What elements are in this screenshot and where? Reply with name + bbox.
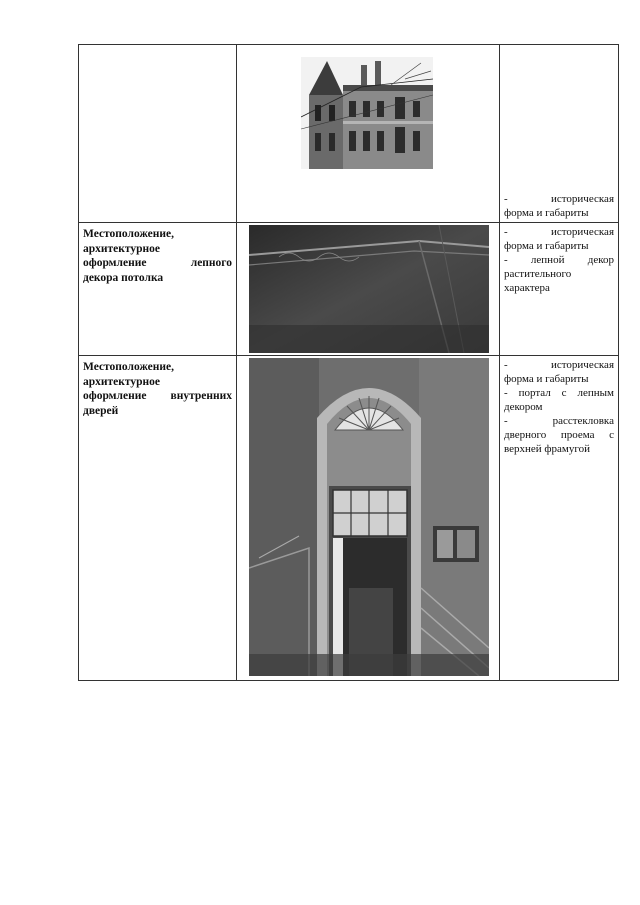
ceiling-photo <box>249 225 489 353</box>
feature-title <box>79 223 236 285</box>
title-line: архитектурное <box>83 375 161 388</box>
title-line: оформление внутренних <box>83 390 232 402</box>
feature-title-cell <box>79 223 237 356</box>
properties-list <box>500 356 618 456</box>
title-line: Местоположение, <box>83 361 174 373</box>
properties-cell-ceiling <box>500 223 619 356</box>
property-line: декором <box>504 401 543 413</box>
title-line: декора потолка <box>83 271 164 284</box>
property-line: характера <box>504 282 550 294</box>
title-line: оформление лепного <box>83 257 232 269</box>
property-line: форма и габариты <box>504 207 589 219</box>
title-line: дверей <box>83 404 119 417</box>
feature-title-cell-empty <box>79 45 237 223</box>
properties-cell-door <box>500 356 619 681</box>
table-row-ceiling <box>79 223 619 356</box>
properties-list <box>500 190 618 220</box>
property-item <box>504 225 614 253</box>
property-line: форма и габариты <box>504 240 589 252</box>
table-row-door <box>79 356 619 681</box>
property-item <box>504 358 614 386</box>
property-line: - историческая <box>504 226 614 238</box>
property-line: - портал с лепным <box>504 387 614 399</box>
property-line: - расстекловка <box>504 415 614 427</box>
property-line: - историческая <box>504 359 614 371</box>
interior-door-photo <box>249 358 489 676</box>
title-line: Местоположение, <box>83 228 174 240</box>
title-line: архитектурное <box>83 242 161 255</box>
property-line: - лепной декор <box>504 254 614 266</box>
photo-cell-door <box>237 356 500 681</box>
building-facade-photo <box>301 57 433 169</box>
property-item <box>504 386 614 414</box>
properties-list <box>500 223 618 295</box>
property-line: форма и габариты <box>504 373 589 385</box>
feature-title <box>79 356 236 418</box>
property-item <box>504 192 614 220</box>
property-item <box>504 414 614 456</box>
property-line: дверного проема с <box>504 429 614 441</box>
property-line: - историческая <box>504 193 614 205</box>
photo-cell-facade <box>237 45 500 223</box>
feature-title-cell <box>79 356 237 681</box>
photo-cell-ceiling <box>237 223 500 356</box>
monument-features-table <box>78 44 619 681</box>
property-item <box>504 253 614 295</box>
properties-cell-facade <box>500 45 619 223</box>
table-row-facade <box>79 45 619 223</box>
property-line: растительного <box>504 268 572 280</box>
property-line: верхней фрамугой <box>504 443 591 455</box>
